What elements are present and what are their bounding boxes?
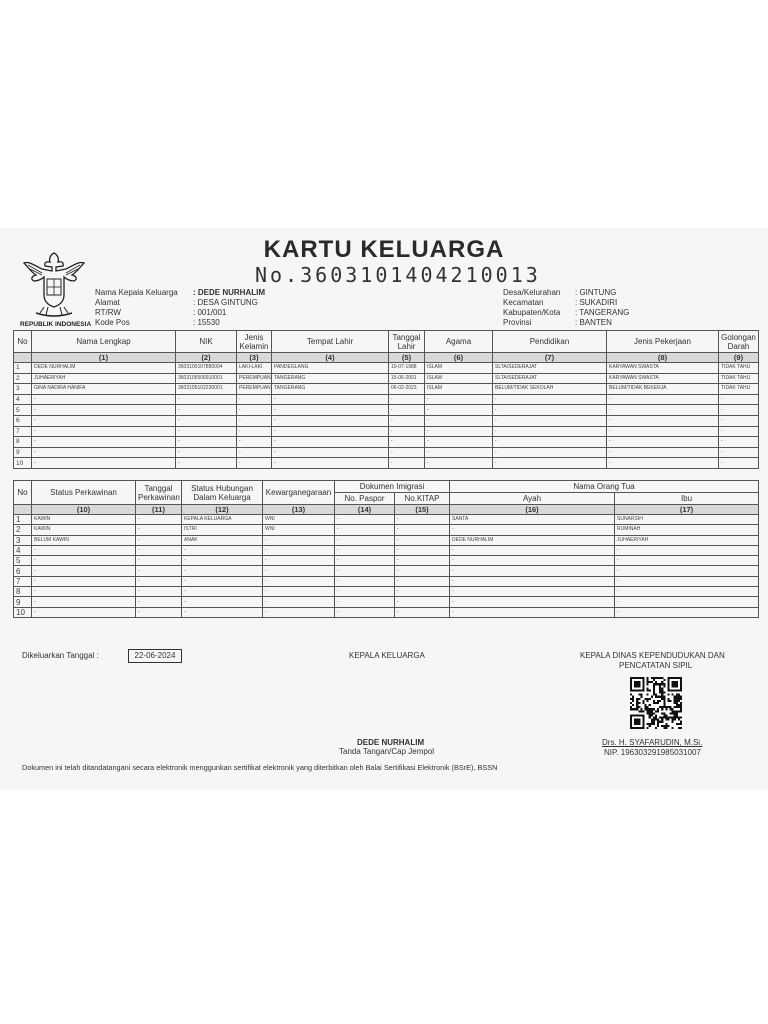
col-number: (8) <box>607 353 719 363</box>
col-number: (16) <box>450 505 615 515</box>
table-cell: - <box>32 545 136 555</box>
table-cell: - <box>607 415 719 426</box>
table-cell: - <box>493 405 607 416</box>
col-header-pendidikan: Pendidikan <box>493 331 607 353</box>
table-cell: - <box>607 426 719 437</box>
member-status-row <box>14 566 759 576</box>
table-cell: - <box>272 437 389 448</box>
member-status-row <box>14 556 759 566</box>
table-cell: - <box>136 525 182 535</box>
table-cell: - <box>615 556 759 566</box>
table-cell: - <box>32 556 136 566</box>
table-cell: - <box>272 447 389 458</box>
table-cell: TANGERANG <box>272 373 389 384</box>
table-cell: - <box>335 545 395 555</box>
row-number-cell: 9 <box>14 447 32 458</box>
table-cell: - <box>395 525 450 535</box>
table-cell: - <box>615 587 759 597</box>
info-value: : DESA GINTUNG <box>193 298 258 307</box>
table-cell: KARYAWAN SWASTA <box>607 363 719 374</box>
member-row <box>14 437 759 448</box>
table-cell: 10-07-1988 <box>389 363 425 374</box>
table-cell: 3603105506910001 <box>176 373 237 384</box>
col-number <box>14 353 32 363</box>
info-row-postcode <box>95 318 265 328</box>
col-number: (1) <box>32 353 176 363</box>
table-cell: 3603100107880004 <box>176 363 237 374</box>
member-row <box>14 405 759 416</box>
table-cell: - <box>493 394 607 405</box>
table-cell: - <box>176 415 237 426</box>
table-cell: - <box>176 394 237 405</box>
table-cell: TIDAK TAHU <box>719 384 759 395</box>
table-cell: - <box>176 426 237 437</box>
table-cell: SUNARSIH <box>615 515 759 525</box>
info-row-name <box>95 288 265 298</box>
row-number-cell: 2 <box>14 373 32 384</box>
info-value: : 15530 <box>193 318 220 327</box>
table-cell: SLTA/SEDERAJAT <box>493 363 607 374</box>
electronic-signature-disclaimer: Dokumen ini telah ditandatangani secara elektronik menggunkan sertifikat elektronik yang diterbitkan oleh Balai Sertifikasi Elektronik (BSrE), BSSN <box>22 763 498 772</box>
table-cell: - <box>493 437 607 448</box>
table-cell: - <box>493 447 607 458</box>
table-cell: - <box>395 597 450 607</box>
table-cell: - <box>389 437 425 448</box>
table-cell: - <box>263 556 335 566</box>
table-cell: ANAK <box>182 535 263 545</box>
family-status-table <box>13 480 759 618</box>
table-cell: KEPALA KELUARGA <box>182 515 263 525</box>
table-cell: - <box>395 556 450 566</box>
table-cell: WNI <box>263 525 335 535</box>
col-header-tempat-lahir: Tempat Lahir <box>272 331 389 353</box>
table-cell: - <box>719 426 759 437</box>
table-cell: ISTRI <box>182 525 263 535</box>
table-cell: - <box>182 607 263 617</box>
table-cell: TIDAK TAHU <box>719 363 759 374</box>
info-value: : DEDE NURHALIM <box>193 288 265 297</box>
table-cell: - <box>493 458 607 469</box>
col-number: (6) <box>425 353 493 363</box>
member-status-row <box>14 535 759 545</box>
info-value: : GINTUNG <box>575 288 617 297</box>
table-cell: - <box>237 426 272 437</box>
row-number-cell: 3 <box>14 535 32 545</box>
table-cell: DEDE NURHALIM <box>450 535 615 545</box>
issued-date: 22-06-2024 <box>128 649 182 663</box>
col-number: (17) <box>615 505 759 515</box>
table-cell: - <box>32 607 136 617</box>
table-cell: - <box>389 394 425 405</box>
table-cell: - <box>719 437 759 448</box>
table-cell: 06-02-2023 <box>389 384 425 395</box>
table-cell: - <box>395 587 450 597</box>
table-cell: - <box>615 545 759 555</box>
table-cell: - <box>136 556 182 566</box>
table-cell: - <box>32 405 176 416</box>
col-number: (2) <box>176 353 237 363</box>
row-number-cell: 10 <box>14 607 32 617</box>
info-label: Kode Pos <box>95 318 130 327</box>
table-cell: - <box>182 566 263 576</box>
col-header-agama: Agama <box>425 331 493 353</box>
table-cell: - <box>136 597 182 607</box>
table-cell: - <box>450 607 615 617</box>
table-cell: - <box>136 576 182 586</box>
table-cell: - <box>395 576 450 586</box>
member-row <box>14 447 759 458</box>
info-row-village <box>503 288 629 298</box>
table-cell: - <box>425 405 493 416</box>
table-cell: WNI <box>263 515 335 525</box>
table-cell: - <box>425 426 493 437</box>
member-status-row <box>14 545 759 555</box>
row-number-cell: 8 <box>14 437 32 448</box>
table-cell: - <box>32 576 136 586</box>
table-cell: - <box>176 437 237 448</box>
table-cell: JUHAERIYAH <box>32 373 176 384</box>
col-number: (15) <box>395 505 450 515</box>
info-value: : 001/001 <box>193 308 227 317</box>
table-cell: - <box>450 525 615 535</box>
col-header-nik: NIK <box>176 331 237 353</box>
member-row <box>14 415 759 426</box>
info-row-rtrw <box>95 308 265 318</box>
member-row <box>14 373 759 384</box>
table-cell: - <box>176 447 237 458</box>
row-number-cell: 6 <box>14 566 32 576</box>
col-header-nama-orang-tua: Nama Orang Tua <box>450 481 759 493</box>
document-title: KARTU KELUARGA <box>263 236 505 263</box>
table-cell: DEDE NURHALIM <box>32 363 176 374</box>
table-cell: - <box>335 607 395 617</box>
row-number-cell: 6 <box>14 415 32 426</box>
row-number-cell: 5 <box>14 556 32 566</box>
table-cell: - <box>425 415 493 426</box>
member-row <box>14 363 759 374</box>
kepala-dinas-label-line2: PENCATATAN SIPIL <box>619 661 693 670</box>
table-cell: - <box>272 405 389 416</box>
table-cell: TIDAK TAHU <box>719 373 759 384</box>
table-cell: - <box>389 458 425 469</box>
info-row-regency <box>503 308 629 318</box>
info-row-address <box>95 298 265 308</box>
col-header-status-perkawinan: Status Perkawinan <box>32 481 136 505</box>
table-cell: - <box>182 556 263 566</box>
table-cell: - <box>607 405 719 416</box>
table-cell: - <box>263 587 335 597</box>
row-number-cell: 7 <box>14 426 32 437</box>
table-cell: - <box>607 458 719 469</box>
table-cell: - <box>425 458 493 469</box>
table-cell: - <box>607 437 719 448</box>
table-cell: - <box>450 587 615 597</box>
row-number-cell: 10 <box>14 458 32 469</box>
table-cell: - <box>182 587 263 597</box>
col-header-no: No <box>14 331 32 353</box>
table-cell: - <box>719 447 759 458</box>
table-cell: - <box>450 556 615 566</box>
row-number-cell: 7 <box>14 576 32 586</box>
row-number-cell: 1 <box>14 515 32 525</box>
table-cell: - <box>32 458 176 469</box>
row-number-cell: 8 <box>14 587 32 597</box>
member-row <box>14 394 759 405</box>
table-cell: BELUM KAWIN <box>32 535 136 545</box>
col-header-no: No <box>14 481 32 505</box>
col-header-tanggal-lahir: Tanggal Lahir <box>389 331 425 353</box>
table-cell: - <box>32 426 176 437</box>
table-cell: - <box>263 566 335 576</box>
col-header-dokumen-imigrasi: Dokumen Imigrasi <box>335 481 450 493</box>
table-cell: - <box>237 394 272 405</box>
table-cell: - <box>335 515 395 525</box>
signer-name: DEDE NURHALIM <box>357 738 425 747</box>
col-number: (12) <box>182 505 263 515</box>
table-cell: - <box>450 566 615 576</box>
table-cell: ISLAM <box>425 384 493 395</box>
col-header-nama: Nama Lengkap <box>32 331 176 353</box>
table-cell: TANGERANG <box>272 384 389 395</box>
table-cell: - <box>136 515 182 525</box>
official-name: Drs. H. SYAFARUDIN, M.Si. <box>602 738 703 747</box>
table-cell: - <box>615 607 759 617</box>
table-cell: - <box>395 535 450 545</box>
kk-number: No.3603101404210013 <box>255 263 541 287</box>
table-cell: GINA NADIRA HANIFA <box>32 384 176 395</box>
member-status-row <box>14 597 759 607</box>
table-cell: - <box>272 458 389 469</box>
col-header-status-hubungan: Status Hubungan Dalam Keluarga <box>182 481 263 505</box>
table-cell: - <box>335 587 395 597</box>
row-number-cell: 9 <box>14 597 32 607</box>
table-cell: - <box>719 458 759 469</box>
table-cell: - <box>32 597 136 607</box>
col-number: (3) <box>237 353 272 363</box>
col-number: (14) <box>335 505 395 515</box>
member-row <box>14 426 759 437</box>
info-row-province <box>503 318 629 328</box>
table-cell: - <box>237 405 272 416</box>
table-cell: RUMINAH <box>615 525 759 535</box>
table-cell: - <box>263 545 335 555</box>
table-cell: - <box>263 607 335 617</box>
col-number: (10) <box>32 505 136 515</box>
col-header-paspor: No. Paspor <box>335 493 395 505</box>
emblem-label: REPUBLIK INDONESIA <box>20 321 92 328</box>
table-cell: - <box>263 535 335 545</box>
row-number-cell: 3 <box>14 384 32 395</box>
table-cell: - <box>615 576 759 586</box>
table-cell: SLTA/SEDERAJAT <box>493 373 607 384</box>
member-status-row <box>14 576 759 586</box>
table-cell: - <box>425 394 493 405</box>
table-cell: - <box>425 447 493 458</box>
table-cell: - <box>32 437 176 448</box>
table-cell: - <box>389 405 425 416</box>
table-cell: - <box>272 415 389 426</box>
family-members-table <box>13 330 759 469</box>
col-number: (7) <box>493 353 607 363</box>
table-cell: - <box>607 447 719 458</box>
col-number: (13) <box>263 505 335 515</box>
col-header-golongan-darah: Golongan Darah <box>719 331 759 353</box>
info-label: Provinsi <box>503 318 532 327</box>
member-status-row <box>14 607 759 617</box>
table-cell: - <box>136 587 182 597</box>
region-info <box>503 288 629 328</box>
qr-code-icon <box>630 677 682 729</box>
row-number-cell: 4 <box>14 545 32 555</box>
info-value: : SUKADIRI <box>575 298 618 307</box>
table-cell: - <box>32 415 176 426</box>
col-header-kewarganegaraan: Kewarganegaraan <box>263 481 335 505</box>
table-cell: - <box>182 545 263 555</box>
member-row <box>14 458 759 469</box>
table-cell: - <box>335 566 395 576</box>
kepala-keluarga-label: KEPALA KELUARGA <box>349 651 425 660</box>
table-cell: - <box>395 607 450 617</box>
info-label: Alamat <box>95 298 120 307</box>
info-label: Nama Kepala Keluarga <box>95 288 178 297</box>
table-cell: - <box>450 576 615 586</box>
table-cell: PANDEGLANG <box>272 363 389 374</box>
table-cell: - <box>425 437 493 448</box>
info-row-district <box>503 298 629 308</box>
table-cell: - <box>395 566 450 576</box>
signer-caption: Tanda Tangan/Cap Jempol <box>339 747 435 756</box>
table-cell: - <box>272 394 389 405</box>
table-cell: - <box>237 458 272 469</box>
table-cell: BELUM/TIDAK BEKERJA <box>607 384 719 395</box>
col-header-ayah: Ayah <box>450 493 615 505</box>
member-row <box>14 384 759 395</box>
table-cell: - <box>263 597 335 607</box>
table-cell: - <box>719 394 759 405</box>
table-cell: - <box>272 426 389 437</box>
row-number-cell: 1 <box>14 363 32 374</box>
info-label: Desa/Kelurahan <box>503 288 561 297</box>
table-cell: - <box>263 576 335 586</box>
table-cell: - <box>719 405 759 416</box>
table-cell: - <box>32 587 136 597</box>
table-cell: - <box>136 607 182 617</box>
table-cell: ISLAM <box>425 373 493 384</box>
member-status-row <box>14 587 759 597</box>
table-cell: PEREMPUAN <box>237 373 272 384</box>
info-label: Kabupaten/Kota <box>503 308 561 317</box>
col-number: (11) <box>136 505 182 515</box>
member-status-row <box>14 525 759 535</box>
info-value: : TANGERANG <box>575 308 630 317</box>
table-cell: - <box>237 447 272 458</box>
table-cell: PEREMPUAN <box>237 384 272 395</box>
table-cell: - <box>182 576 263 586</box>
issued-date-label: Dikeluarkan Tanggal : <box>22 651 99 660</box>
table-cell: - <box>32 566 136 576</box>
table-cell: - <box>136 566 182 576</box>
table-cell: KAWIN <box>32 525 136 535</box>
table-cell: - <box>136 535 182 545</box>
table-cell: - <box>237 415 272 426</box>
col-header-ibu: Ibu <box>615 493 759 505</box>
table-cell: - <box>335 535 395 545</box>
table-cell: KARYAWAN SWASTA <box>607 373 719 384</box>
row-number-cell: 5 <box>14 405 32 416</box>
table-cell: - <box>176 458 237 469</box>
col-header-kitap: No.KITAP <box>395 493 450 505</box>
row-number-cell: 2 <box>14 525 32 535</box>
table-cell: JUHAERIYAH <box>615 535 759 545</box>
table-cell: - <box>335 576 395 586</box>
table-cell: - <box>389 415 425 426</box>
col-number <box>14 505 32 515</box>
col-header-pekerjaan: Jenis Pekerjaan <box>607 331 719 353</box>
info-value: : BANTEN <box>575 318 612 327</box>
table-cell: - <box>176 405 237 416</box>
table-cell: - <box>450 597 615 607</box>
table-cell: - <box>450 545 615 555</box>
col-number: (5) <box>389 353 425 363</box>
table-cell: 15-06-2001 <box>389 373 425 384</box>
table-cell: - <box>395 515 450 525</box>
table-cell: - <box>182 597 263 607</box>
table-cell: LAKI-LAKI <box>237 363 272 374</box>
row-number-cell: 4 <box>14 394 32 405</box>
table-cell: - <box>493 426 607 437</box>
table-cell: BELUM/TIDAK SEKOLAH <box>493 384 607 395</box>
table-cell: - <box>335 597 395 607</box>
head-of-family-info <box>95 288 265 328</box>
info-label: Kecamatan <box>503 298 544 307</box>
table-cell: SANTA <box>450 515 615 525</box>
table-cell: - <box>719 415 759 426</box>
table-cell: - <box>389 426 425 437</box>
table-cell: - <box>335 525 395 535</box>
kepala-dinas-label-line1: KEPALA DINAS KEPENDUDUKAN DAN <box>580 651 725 660</box>
table-cell: - <box>32 447 176 458</box>
table-cell: - <box>136 545 182 555</box>
info-label: RT/RW <box>95 308 121 317</box>
col-header-jenis-kelamin: Jenis Kelamin <box>237 331 272 353</box>
table-cell: KAWIN <box>32 515 136 525</box>
official-nip: NIP. 196303291985031007 <box>604 748 701 757</box>
table-cell: - <box>335 556 395 566</box>
table-cell: - <box>615 597 759 607</box>
member-status-row <box>14 515 759 525</box>
table-cell: - <box>615 566 759 576</box>
col-number: (9) <box>719 353 759 363</box>
table-cell: - <box>607 394 719 405</box>
table-cell: - <box>32 394 176 405</box>
table-cell: - <box>389 447 425 458</box>
col-number: (4) <box>272 353 389 363</box>
table-cell: ISLAM <box>425 363 493 374</box>
table-cell: - <box>237 437 272 448</box>
table-cell: 3603105102230001 <box>176 384 237 395</box>
table-cell: - <box>395 545 450 555</box>
table-cell: - <box>493 415 607 426</box>
col-header-tanggal-perkawinan: Tanggal Perkawinan <box>136 481 182 505</box>
